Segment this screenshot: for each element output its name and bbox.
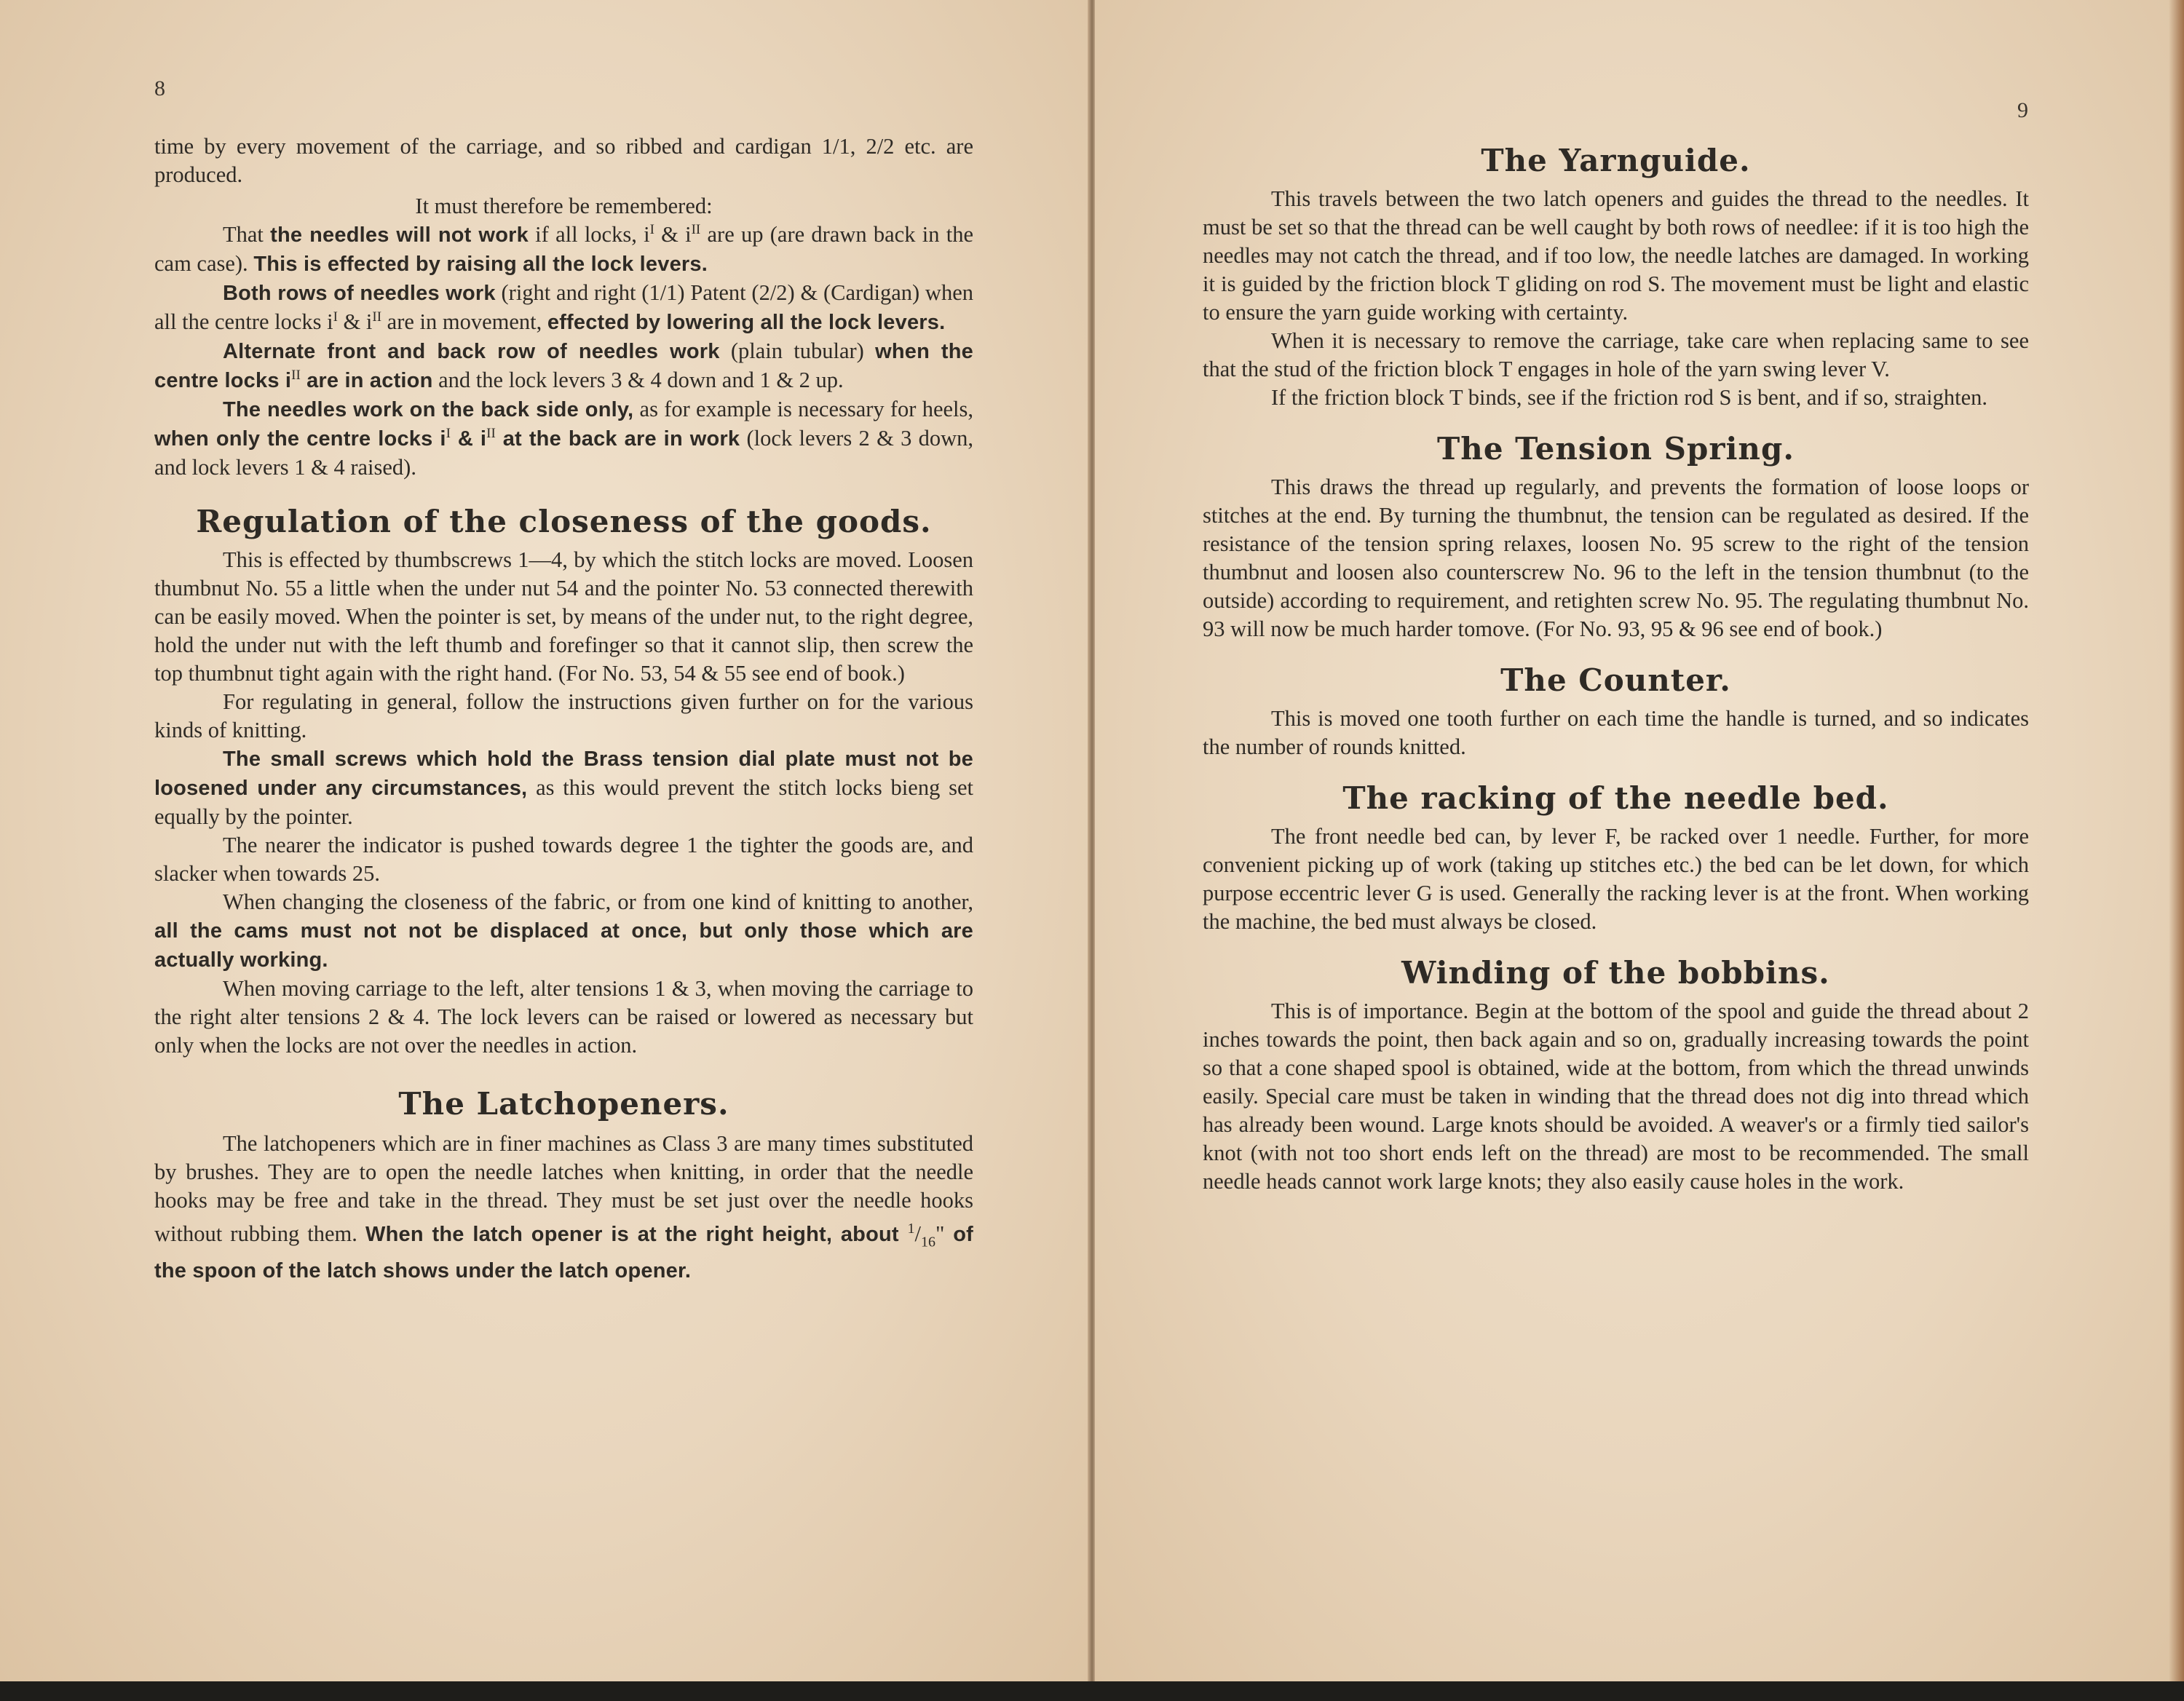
superscript: I — [649, 221, 654, 237]
superscript: II — [291, 367, 301, 383]
paragraph: The front needle bed can, by lever F, be racked over 1 needle. Further, for more convenient picking up of work (taking up stitches etc.) the bed can be let down, for which purpose eccentric lever G is used. Generally the racking lever is at the front. When working the machine, the bed must always be closed. — [1203, 824, 2029, 934]
superscript: II — [486, 425, 496, 441]
bold-span: when the centre locks i — [154, 340, 973, 392]
text-span: That — [223, 222, 271, 247]
paragraph: When moving carriage to the left, alter tensions 1 & 3, when moving the carriage to the right alter tensions 2 & 4. The lock levers can be raised or lowered as necessary but only when the locks are not over the needles in action. — [154, 976, 973, 1058]
bold-span: at the back are in work — [495, 427, 740, 451]
bold-span: & i — [450, 427, 487, 451]
paragraph: This draws the thread up regularly, and prevents the formation of loose loops or stitches at the end. By turning the thumbnut, the tension can be regulated as desired. If the resistance of the tension spring relaxes, loosen No. 95 screw to the right of the tension thumbnut and loosen also counterscrew No. 96 to the left in the tension thumbnut (to the outside) according to requirement, and retighten screw No. 95. The regulating thumbnut No. 93 will now be much harder tomove. (For No. 93, 95 & 96 see end of book.) — [1203, 475, 2029, 641]
paragraph: This is moved one tooth further on each time the handle is turned, and so indicates the number of rounds knitted. — [1203, 706, 2029, 759]
section-heading: The Yarnguide. — [1481, 143, 1751, 178]
paragraph — [154, 337, 973, 395]
text-span: When changing the closeness of the fabric, or from one kind of knitting to another, — [223, 889, 973, 914]
left-page — [0, 0, 1091, 1681]
paragraph: time by every movement of the carriage, and so ribbed and cardigan 1/1, 2/2 etc. are produced. — [154, 134, 973, 187]
page-number: 8 — [154, 76, 165, 100]
text-span: (right and right (1/1) Patent (2/2) & (Cardigan) when all the centre locks i — [154, 280, 973, 334]
paragraph — [154, 888, 973, 975]
bold-span: The small screws which hold the Brass tension dial plate must not be loosened under any circumstances, — [154, 748, 973, 800]
bold-span: the needles will not work — [270, 223, 529, 247]
paragraph: This is effected by thumbscrews 1—4, by which the stitch locks are moved. Loosen thumbnut No. 55 a little when the under nut 54 and the pointer No. 53 connected therewith can be easily moved. When the pointer is set, by means of the under nut, to the right degree, hold the under nut with the left thumb and forefinger so that it cannot slip, then screw the top thumbnut tight again with the right hand. (For No. 53, 54 & 55 see end of book.) — [154, 547, 973, 686]
text-span: and the lock levers 3 & 4 down and 1 & 2 up. — [432, 368, 844, 392]
fraction-numerator: 1 — [907, 1221, 915, 1237]
section-heading: Winding of the bobbins. — [1401, 955, 1830, 991]
paragraph: When it is necessary to remove the carriage, take care when replacing same to see that the stud of the friction block T engages in hole of the yarn swing lever V. — [1203, 328, 2029, 381]
text-span: as this would prevent the stitch locks bieng set equally by the pointer. — [154, 775, 973, 829]
superscript: II — [691, 221, 701, 237]
paragraph — [154, 221, 973, 279]
text-span: are in movement, — [381, 309, 547, 334]
text-span: & i — [654, 222, 692, 247]
bold-span: The needles work on the back side only, — [223, 398, 634, 421]
paragraph — [154, 395, 973, 482]
paragraph: The nearer the indicator is pushed towards degree 1 the tighter the goods are, and slacker when towards 25. — [154, 833, 973, 886]
bold-span: When the latch opener is at the right height, about — [365, 1223, 908, 1247]
text-span: The latchopeners which are in finer machines as Class 3 are many times substituted by brushes. They are to open the needle latches when knitting, in order that the needle hooks may be free and take in the thread. They must be set just over the needle hooks without rubbing them. — [154, 1131, 973, 1247]
bold-span: of the spoon of the latch shows under the latch opener. — [154, 1223, 973, 1283]
superscript: I — [333, 309, 338, 325]
right-page — [1094, 0, 2184, 1681]
text-span: & i — [337, 309, 373, 334]
superscript: II — [372, 309, 382, 325]
bold-span: effected by lowering all the lock levers. — [547, 311, 946, 334]
bold-span: are in action — [300, 369, 433, 392]
bold-span: This is effected by raising all the lock levers. — [253, 253, 708, 276]
page-number: 9 — [2017, 98, 2028, 122]
section-heading: Regulation of the closeness of the goods. — [196, 504, 932, 539]
paragraph: This is of importance. Begin at the bottom of the spool and guide the thread about 2 inches towards the point, then back again and so on, gradually increasing towards the point so that a cone shaped spool is obtained, wide at the bottom, from which the thread unwinds easily. Special care must be taken in winding that the thread does not dig into thread which has already been wound. Large knots should be avoided. A weaver's or a firmly tied sailor's knot (with not too short ends left on the thread) are most to be recommended. The small needle heads cannot work large knots; they also easily cause holes in the work. — [1203, 999, 2029, 1194]
text-span: if all locks, i — [528, 222, 650, 247]
fraction-denominator: 16 — [921, 1234, 936, 1250]
paragraph — [154, 1130, 973, 1285]
bold-span: Alternate front and back row of needles work — [223, 340, 720, 363]
paragraph — [154, 279, 973, 337]
left-text-column — [154, 132, 973, 1285]
fraction-slash: / — [914, 1221, 922, 1247]
text-span: (lock levers 2 & 3 down, and lock levers 1 & 4 raised). — [154, 426, 974, 480]
paragraph — [154, 745, 973, 831]
inch-mark: " — [935, 1221, 945, 1247]
section-heading: The Counter. — [1500, 662, 1731, 698]
bold-span: Both rows of needles work — [223, 282, 496, 305]
superscript: I — [446, 425, 451, 441]
section-heading: The racking of the needle bed. — [1342, 780, 1889, 816]
paragraph: It must therefore be remembered: — [415, 194, 713, 218]
section-heading: The Latchopeners. — [398, 1086, 729, 1122]
text-span: as for example is necessary for heels, — [633, 397, 973, 421]
paragraph: If the friction block T binds, see if the friction rod S is bent, and if so, straighten. — [1271, 385, 1987, 410]
text-span: are up (are drawn back in the cam case). — [154, 222, 973, 276]
text-span: (plain tubular) — [719, 338, 876, 363]
bold-span: when only the centre locks i — [154, 427, 446, 451]
section-heading: The Tension Spring. — [1437, 431, 1795, 467]
paragraph: For regulating in general, follow the instructions given further on for the various kinds of knitting. — [154, 689, 973, 742]
bold-span: all the cams must not not be displaced at once, but only those which are actually working. — [154, 919, 973, 972]
paragraph: This travels between the two latch openers and guides the thread to the needles. It must be set so that the thread can be well caught by both rows of needlee: if it is too high the needles may not catch the thread, and if too low, the needle latches are damaged. In working it is guided by the friction block T gliding on rod S. The movement must be light and elastic to ensure the yarn guide working with certainty. — [1203, 186, 2029, 325]
right-text-column — [1203, 143, 2029, 1196]
